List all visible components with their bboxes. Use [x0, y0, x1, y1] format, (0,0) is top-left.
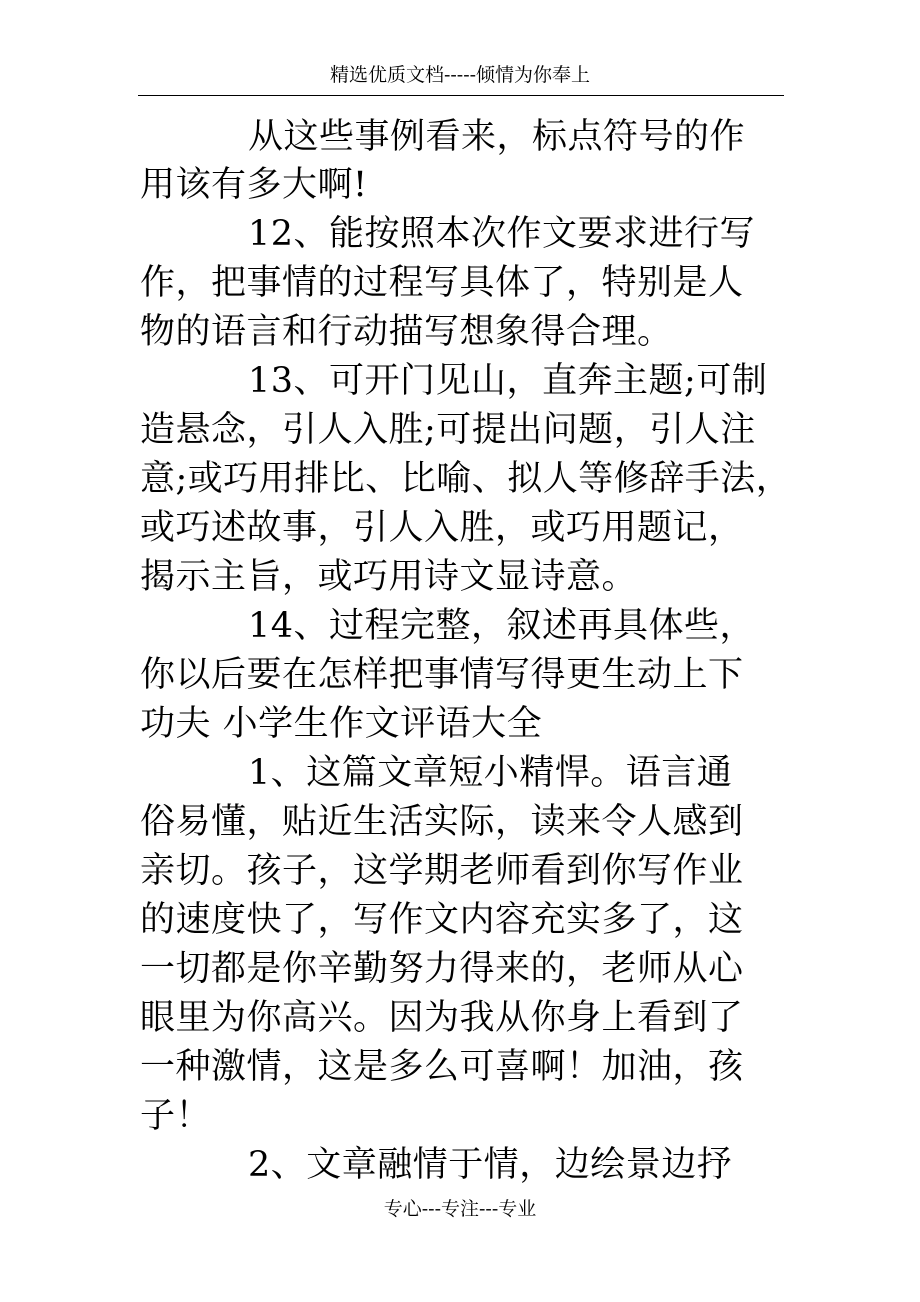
page-header: 精选优质文档-----倾情为你奉上 — [329, 64, 591, 86]
text-line: 的速度快了，写作文内容充实多了，这 — [140, 900, 744, 940]
text-line: 意;或巧用排比、比喻、拟人等修辞手法， — [140, 459, 792, 499]
text-line: 2、文章融情于情，边绘景边抒 — [248, 1145, 733, 1185]
text-line: 12、能按照本次作文要求进行写 — [248, 214, 756, 254]
text-line: 你以后要在怎样把事情写得更生动上下 — [140, 655, 744, 695]
text-line: 一种激情，这是多么可喜啊！加油，孩 — [140, 1047, 744, 1087]
text-line: 一切都是你辛勤努力得来的，老师从心 — [140, 949, 744, 989]
text-line: 子！ — [140, 1096, 212, 1136]
text-line: 用该有多大啊! — [140, 165, 368, 205]
text-line: 造悬念，引人入胜;可提出问题，引人注 — [140, 410, 756, 450]
text-line: 13、可开门见山，直奔主题;可制 — [248, 361, 768, 401]
text-line: 物的语言和行动描写想象得合理。 — [140, 312, 673, 352]
text-line: 从这些事例看来，标点符号的作 — [248, 117, 746, 157]
text-line: 功夫 小学生作文评语大全 — [140, 704, 543, 744]
text-line: 14、过程完整，叙述再具体些， — [248, 606, 756, 646]
text-line: 亲切。孩子，这学期老师看到你写作业 — [140, 851, 744, 891]
header-divider — [138, 95, 784, 96]
text-line: 或巧述故事，引人入胜，或巧用题记， — [140, 508, 744, 548]
text-line: 揭示主旨，或巧用诗文显诗意。 — [140, 557, 638, 597]
text-line: 眼里为你高兴。因为我从你身上看到了 — [140, 998, 744, 1038]
page-footer: 专心---专注---专业 — [383, 1198, 537, 1220]
text-line: 俗易懂，贴近生活实际，读来令人感到 — [140, 802, 744, 842]
text-line: 1、这篇文章短小精悍。语言通 — [248, 753, 733, 793]
text-line: 作，把事情的过程写具体了，特别是人 — [140, 263, 744, 303]
